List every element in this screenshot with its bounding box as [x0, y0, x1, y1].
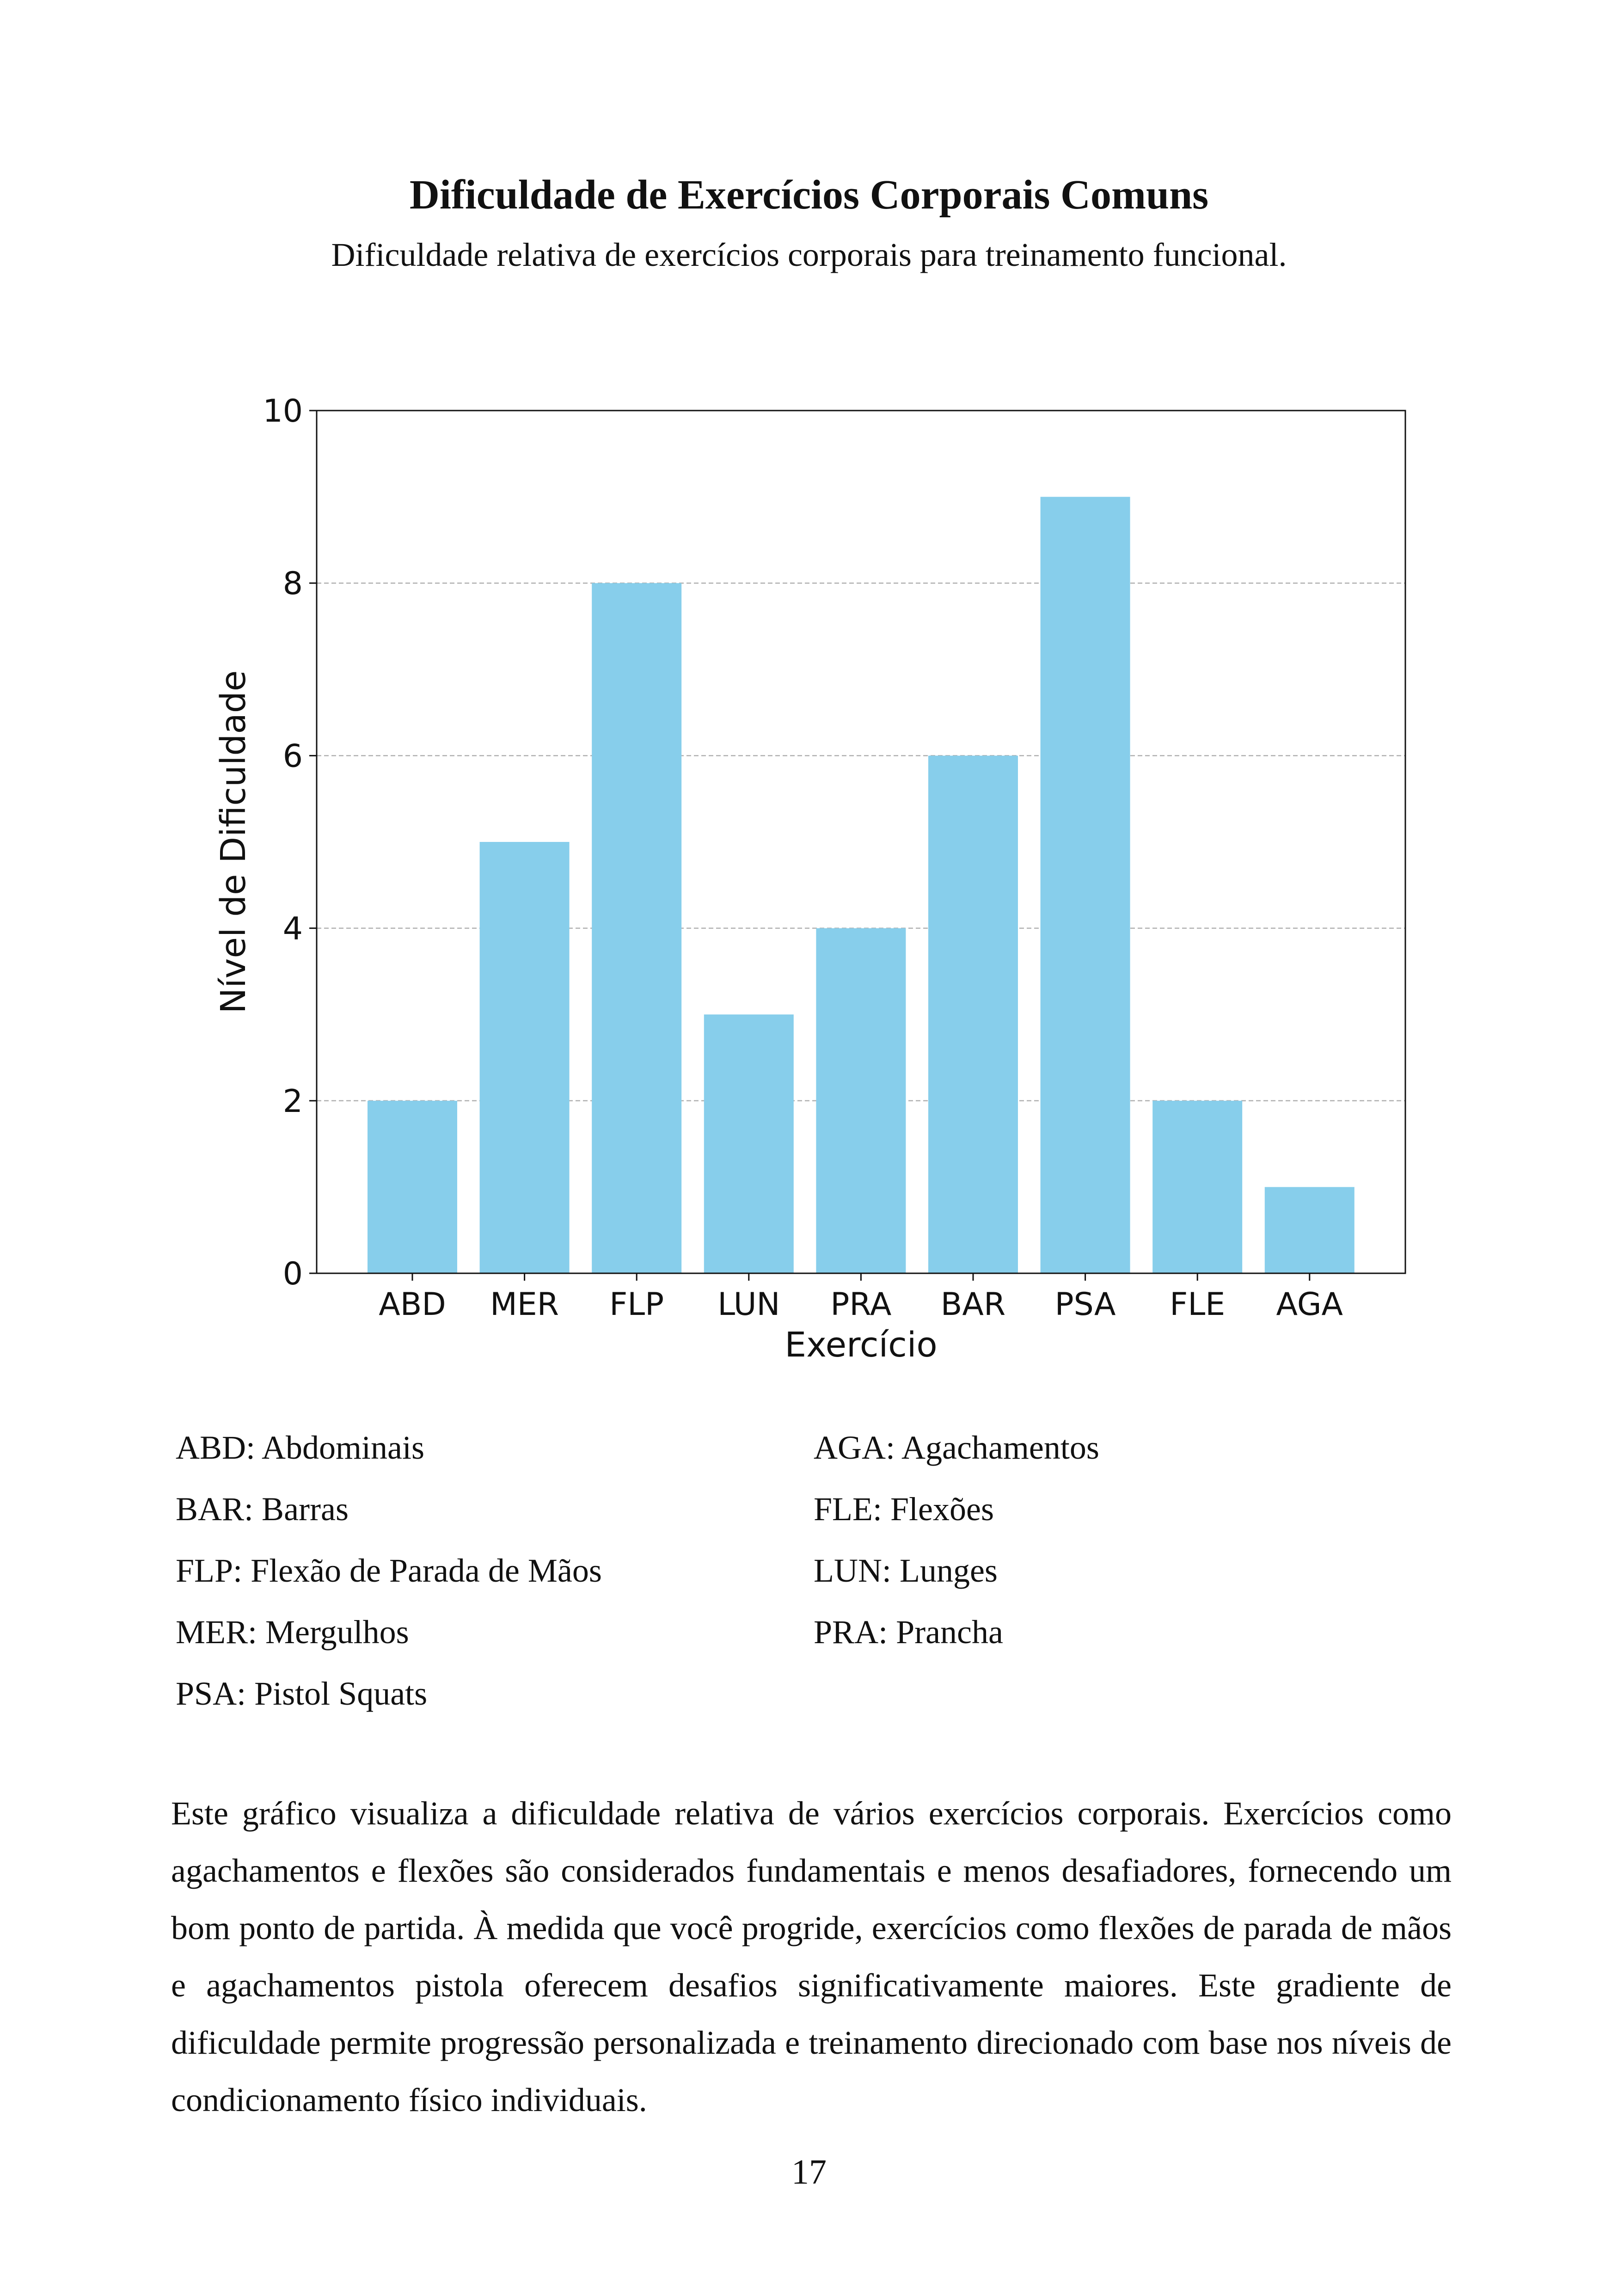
x-tick-label: BAR	[940, 1286, 1006, 1323]
x-tick-label: ABD	[379, 1286, 446, 1323]
legend-item: LUN: Lunges	[814, 1552, 998, 1589]
legend-item: PSA: Pistol Squats	[176, 1675, 428, 1712]
legend-item: ABD: Abdominais	[176, 1429, 425, 1466]
bars	[368, 497, 1354, 1273]
y-tick-label: 10	[263, 393, 303, 430]
y-tick-label: 4	[282, 910, 303, 947]
page-number: 17	[791, 2153, 827, 2192]
chart-title: Dificuldade de Exercícios Corporais Comuns	[409, 172, 1209, 218]
bar-aga	[1265, 1187, 1354, 1273]
x-tick-label: LUN	[717, 1286, 780, 1323]
bar-lun	[704, 1014, 794, 1273]
bar-mer	[480, 842, 570, 1273]
abbreviation-legend	[176, 1429, 1470, 1752]
bar-bar	[928, 755, 1018, 1273]
legend-item: FLP: Flexão de Parada de Mãos	[176, 1552, 602, 1589]
chart-subtitle: Dificuldade relativa de exercícios corporais para treinamento funcional.	[331, 236, 1287, 273]
y-tick-label: 6	[282, 738, 303, 775]
legend-item: BAR: Barras	[176, 1491, 349, 1528]
x-tick-label: FLE	[1170, 1286, 1226, 1323]
y-axis-label: Nível de Dificuldade	[214, 670, 253, 1014]
bar-psa	[1041, 497, 1130, 1273]
x-tick-label: MER	[490, 1286, 559, 1323]
bar-abd	[368, 1101, 457, 1273]
bar-pra	[816, 928, 906, 1273]
bar-flp	[592, 583, 681, 1273]
y-tick-label: 2	[282, 1083, 303, 1120]
legend-item: FLE: Flexões	[814, 1491, 994, 1528]
legend-item: PRA: Prancha	[814, 1614, 1003, 1651]
legend-item: AGA: Agachamentos	[814, 1429, 1099, 1466]
x-axis-label: Exercício	[784, 1325, 938, 1365]
x-tick-label: PSA	[1054, 1286, 1116, 1323]
x-tick-label: PRA	[830, 1286, 892, 1323]
legend-item: MER: Mergulhos	[176, 1614, 409, 1651]
x-tick-label: AGA	[1276, 1286, 1343, 1323]
x-tick-label: FLP	[609, 1286, 664, 1323]
y-tick-label: 0	[282, 1256, 303, 1292]
body-paragraph: Este gráfico visualiza a dificuldade relativa de vários exercícios corporais. Exercícios como agachamentos e flexões são considerados fundamentais e menos desafiadores, fornecendo um bom ponto de partida. À medida que você progride, exercícios como flexões de parada de mãos e agachamentos pistola oferecem desafios significativamente maiores. Este gradiente de dificuldade permite progressão personalizada e treinamento direcionado com base nos níveis de condicionamento físico individuais.	[171, 1795, 1452, 2118]
y-tick-label: 8	[282, 565, 303, 602]
bar-fle	[1152, 1101, 1242, 1273]
